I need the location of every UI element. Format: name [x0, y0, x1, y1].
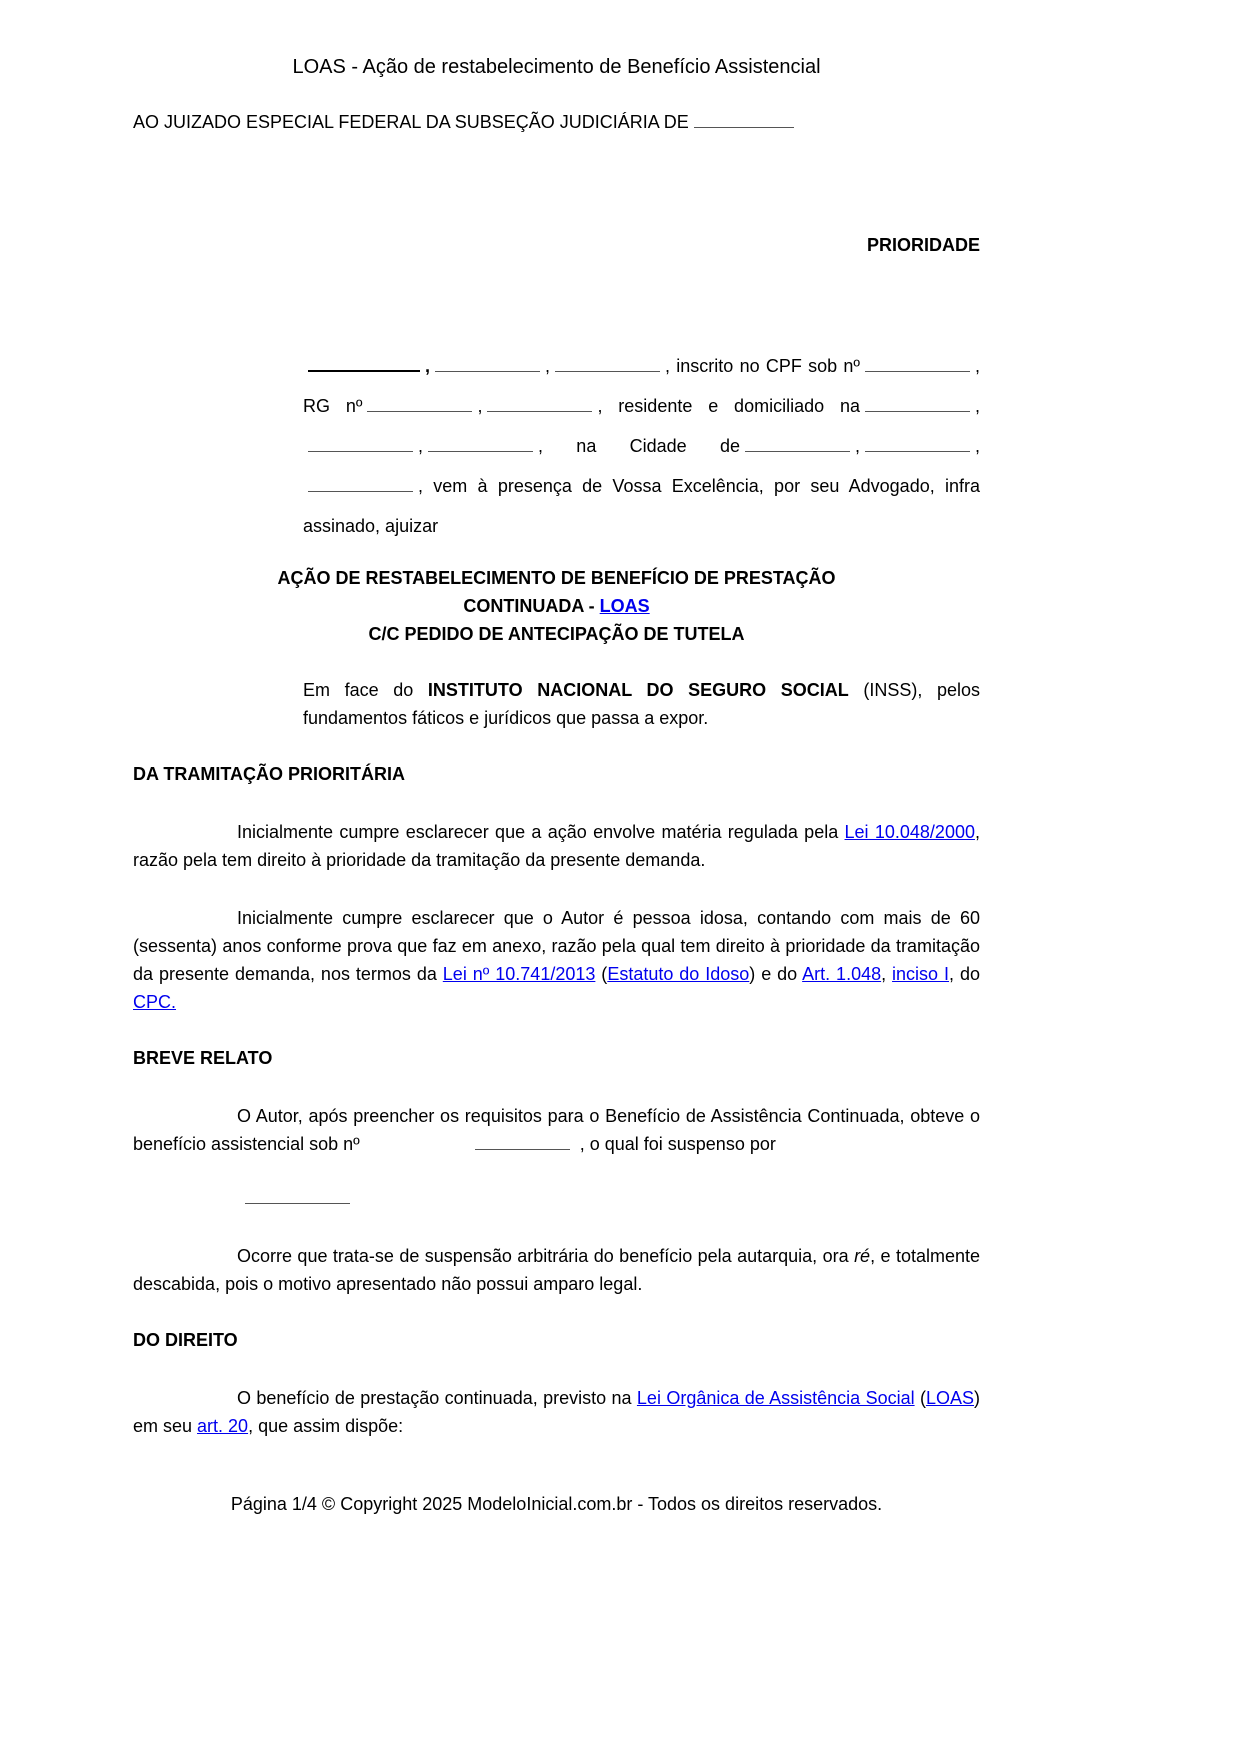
- action-title-line2-text: CONTINUADA -: [463, 596, 600, 616]
- qualification-text: ,: [974, 436, 980, 456]
- qualification-blank-9[interactable]: [428, 433, 533, 452]
- addressee-line: [133, 109, 980, 134]
- paragraph-ocorre: [133, 1242, 980, 1298]
- action-title: [133, 564, 980, 648]
- lei-10048-link[interactable]: Lei 10.048/2000: [844, 822, 975, 842]
- emface-text: Em face do: [303, 680, 428, 700]
- paragraph-text: , do: [949, 964, 980, 984]
- paragraph-text: , razão pela tem direito à prioridade da tramitação da presente demanda.: [133, 822, 980, 870]
- benefit-number-blank-field[interactable]: [475, 1131, 570, 1150]
- art-1048-link[interactable]: Art. 1.048: [802, 964, 882, 984]
- paragraph-text: ,: [881, 964, 893, 984]
- paragraph-text: , o qual foi suspenso por: [574, 1134, 776, 1154]
- paragraph-text: , e totalmente descabida, pois o motivo apresentado não possui amparo legal.: [133, 1246, 980, 1294]
- qualification-text: ,: [545, 356, 551, 376]
- paragraph-priority-1: [133, 818, 980, 874]
- qualification-blank-12[interactable]: [308, 473, 413, 492]
- qualification-blank-8[interactable]: [308, 433, 413, 452]
- defendant-name: INSTITUTO NACIONAL DO SEGURO SOCIAL: [427, 680, 849, 700]
- qualification-blank-11[interactable]: [865, 433, 970, 452]
- action-title-line3: C/C PEDIDO DE ANTECIPAÇÃO DE TUTELA: [368, 624, 745, 644]
- suspension-reason-blank-field[interactable]: [245, 1185, 350, 1204]
- suspension-reason-line: [240, 1184, 980, 1212]
- loas-link[interactable]: LOAS: [599, 596, 650, 616]
- qualification-blank-6[interactable]: [487, 393, 592, 412]
- paragraph-text: , que assim dispõe:: [248, 1416, 404, 1436]
- section-heading-do-direito: DO DIREITO: [133, 1330, 238, 1350]
- estatuto-idoso-link[interactable]: Estatuto do Idoso: [607, 964, 750, 984]
- qualification-text: ,: [974, 396, 980, 416]
- emface-text-2: (INSS), pelos fundamentos fáticos e jurídicos que passa a expor.: [303, 680, 981, 728]
- loas-law-link[interactable]: Lei Orgânica de Assistência Social: [636, 1388, 915, 1408]
- art-20-link[interactable]: art. 20: [197, 1416, 249, 1436]
- document-title: LOAS - Ação de restabelecimento de Benefício Assistencial: [292, 56, 821, 78]
- qualification-text: , residente e domiciliado na: [597, 396, 860, 416]
- section-heading-breve-relato: BREVE RELATO: [133, 1048, 273, 1068]
- lei-10741-link[interactable]: Lei nº 10.741/2013: [442, 964, 596, 984]
- qualification-text: ,: [418, 436, 424, 456]
- qualification-text: ,: [425, 356, 431, 376]
- cpc-link[interactable]: CPC.: [133, 992, 177, 1012]
- qualification-text: , vem à presença de Vossa Excelência, por seu Advogado, infra assinado, ajuizar: [303, 476, 980, 536]
- section-heading-tramitacao: DA TRAMITAÇÃO PRIORITÁRIA: [133, 764, 405, 784]
- qualification-blank-3[interactable]: [555, 353, 660, 372]
- priority-label: PRIORIDADE: [866, 235, 980, 255]
- paragraph-text: Inicialmente cumpre esclarecer que o Autor é pessoa idosa, contando com mais de 60 (sessenta) anos conforme prova que faz em anexo, razão pela qual tem direito à prioridade da tramitação da presente demanda, nos termos da: [133, 908, 980, 984]
- re-italic-text: ré: [854, 1246, 871, 1266]
- qualification-text: ,: [854, 436, 860, 456]
- cpf-number-blank-field[interactable]: [865, 353, 970, 372]
- emface-paragraph: [303, 676, 980, 732]
- action-title-line2: [133, 592, 980, 620]
- paragraph-text: Inicialmente cumpre esclarecer que a ação envolve matéria regulada pela: [237, 822, 845, 842]
- paragraph-priority-2: [133, 904, 980, 1016]
- qualification-text: ,: [477, 396, 483, 416]
- author-name-blank-field[interactable]: [308, 352, 420, 372]
- qualification-text: , inscrito no CPF sob nº: [665, 356, 860, 376]
- paragraph-text: (: [595, 964, 608, 984]
- qualification-paragraph: [303, 346, 980, 546]
- paragraph-text: O Autor, após preencher os requisitos para o Benefício de Assistência Continuada, obteve o benefício assistencial sob nº: [133, 1106, 980, 1154]
- paragraph-text: Ocorre que trata-se de suspensão arbitrária do benefício pela autarquia, ora: [237, 1246, 855, 1266]
- addressee-text: AO JUIZADO ESPECIAL FEDERAL DA SUBSEÇÃO JUDICIÁRIA DE: [133, 112, 689, 132]
- city-blank-field[interactable]: [745, 433, 850, 452]
- paragraph-text: (: [914, 1388, 926, 1408]
- address-blank-field[interactable]: [865, 393, 970, 412]
- court-name-blank-field[interactable]: [694, 109, 794, 128]
- qualification-blank-2[interactable]: [435, 353, 540, 372]
- loas-abbr-link[interactable]: LOAS: [925, 1388, 974, 1408]
- qualification-text: , na Cidade de: [538, 436, 740, 456]
- paragraph-breve-relato: [133, 1102, 980, 1158]
- paragraph-text: O benefício de prestação continuada, previsto na: [237, 1388, 637, 1408]
- action-title-line1: AÇÃO DE RESTABELECIMENTO DE BENEFÍCIO DE PRESTAÇÃO: [277, 568, 836, 588]
- paragraph-text: ) em seu: [133, 1388, 980, 1436]
- page-footer: Página 1/4 © Copyright 2025 ModeloInicial.com.br - Todos os direitos reservados.: [230, 1494, 883, 1514]
- paragraph-text: ) e do: [749, 964, 803, 984]
- rg-number-blank-field[interactable]: [367, 393, 472, 412]
- inciso-i-link[interactable]: inciso I: [892, 964, 950, 984]
- paragraph-do-direito: [133, 1384, 980, 1440]
- qualification-text: , RG nº: [303, 356, 980, 416]
- spacer: [360, 1149, 470, 1150]
